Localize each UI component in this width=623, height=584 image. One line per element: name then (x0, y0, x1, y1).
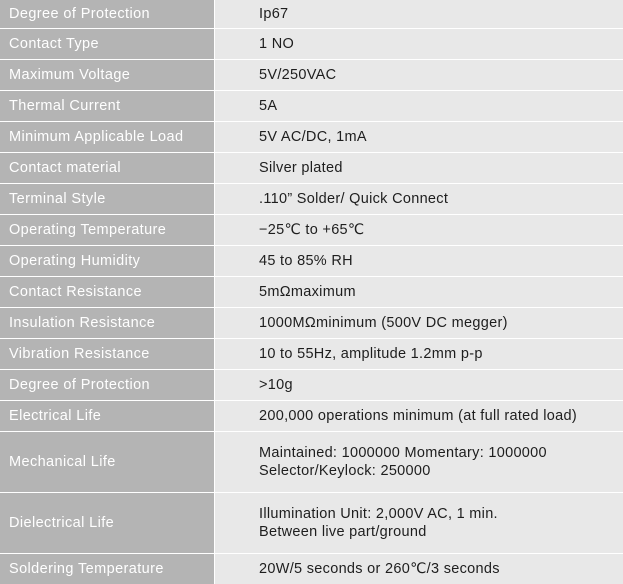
spec-label: Thermal Current (0, 91, 215, 121)
spec-value (215, 91, 623, 121)
spec-label: Contact material (0, 153, 215, 183)
spec-value (215, 370, 623, 400)
spec-label: Vibration Resistance (0, 339, 215, 369)
spec-label: Terminal Style (0, 184, 215, 214)
spec-label: Contact Resistance (0, 277, 215, 307)
spec-value (215, 554, 623, 584)
spec-value (215, 215, 623, 245)
spec-label: Operating Temperature (0, 215, 215, 245)
spec-value (215, 493, 623, 553)
spec-label: Degree of Protection (0, 0, 215, 28)
spec-label: Mechanical Life (0, 432, 215, 492)
spec-value-line: 1 NO (259, 36, 295, 52)
spec-value-line: 5V/250VAC (259, 67, 337, 83)
spec-value-line: Illumination Unit: 2,000V AC, 1 min. (259, 506, 498, 522)
spec-value-line: 1000MΩminimum (500V DC megger) (259, 315, 508, 331)
spec-value (215, 153, 623, 183)
spec-value-line: 5V AC/DC, 1mA (259, 129, 367, 145)
spec-label: Degree of Protection (0, 370, 215, 400)
spec-label: Dielectrical Life (0, 493, 215, 553)
spec-value (215, 0, 623, 28)
spec-value (215, 277, 623, 307)
spec-value (215, 60, 623, 90)
spec-value-line: 5mΩmaximum (259, 284, 356, 300)
spec-value (215, 184, 623, 214)
spec-value-line: .110” Solder/ Quick Connect (259, 191, 449, 207)
spec-value-line: 20W/5 seconds or 260℃/3 seconds (259, 561, 500, 577)
spec-value-line: 45 to 85% RH (259, 253, 353, 269)
spec-value-line: Ip67 (259, 6, 289, 22)
spec-value (215, 122, 623, 152)
spec-label: Soldering Temperature (0, 554, 215, 584)
spec-value-line: 5A (259, 98, 278, 114)
spec-value (215, 432, 623, 492)
spec-value (215, 29, 623, 59)
spec-value (215, 401, 623, 431)
spec-value-line: 10 to 55Hz, amplitude 1.2mm p-p (259, 346, 483, 362)
spec-value-line: −25℃ to +65℃ (259, 222, 365, 238)
spec-value-line: Between live part/ground (259, 524, 427, 540)
spec-label: Operating Humidity (0, 246, 215, 276)
spec-value-line: >10g (259, 377, 293, 393)
spec-label: Contact Type (0, 29, 215, 59)
spec-label: Electrical Life (0, 401, 215, 431)
spec-value (215, 339, 623, 369)
spec-value-line: Maintained: 1000000 Momentary: 1000000 (259, 445, 547, 461)
spec-label: Insulation Resistance (0, 308, 215, 338)
spec-label: Maximum Voltage (0, 60, 215, 90)
spec-value-line: Selector/Keylock: 250000 (259, 463, 431, 479)
spec-value (215, 246, 623, 276)
spec-value-line: Silver plated (259, 160, 343, 176)
spec-value (215, 308, 623, 338)
spec-label: Minimum Applicable Load (0, 122, 215, 152)
spec-value-line: 200,000 operations minimum (at full rated load) (259, 408, 577, 424)
